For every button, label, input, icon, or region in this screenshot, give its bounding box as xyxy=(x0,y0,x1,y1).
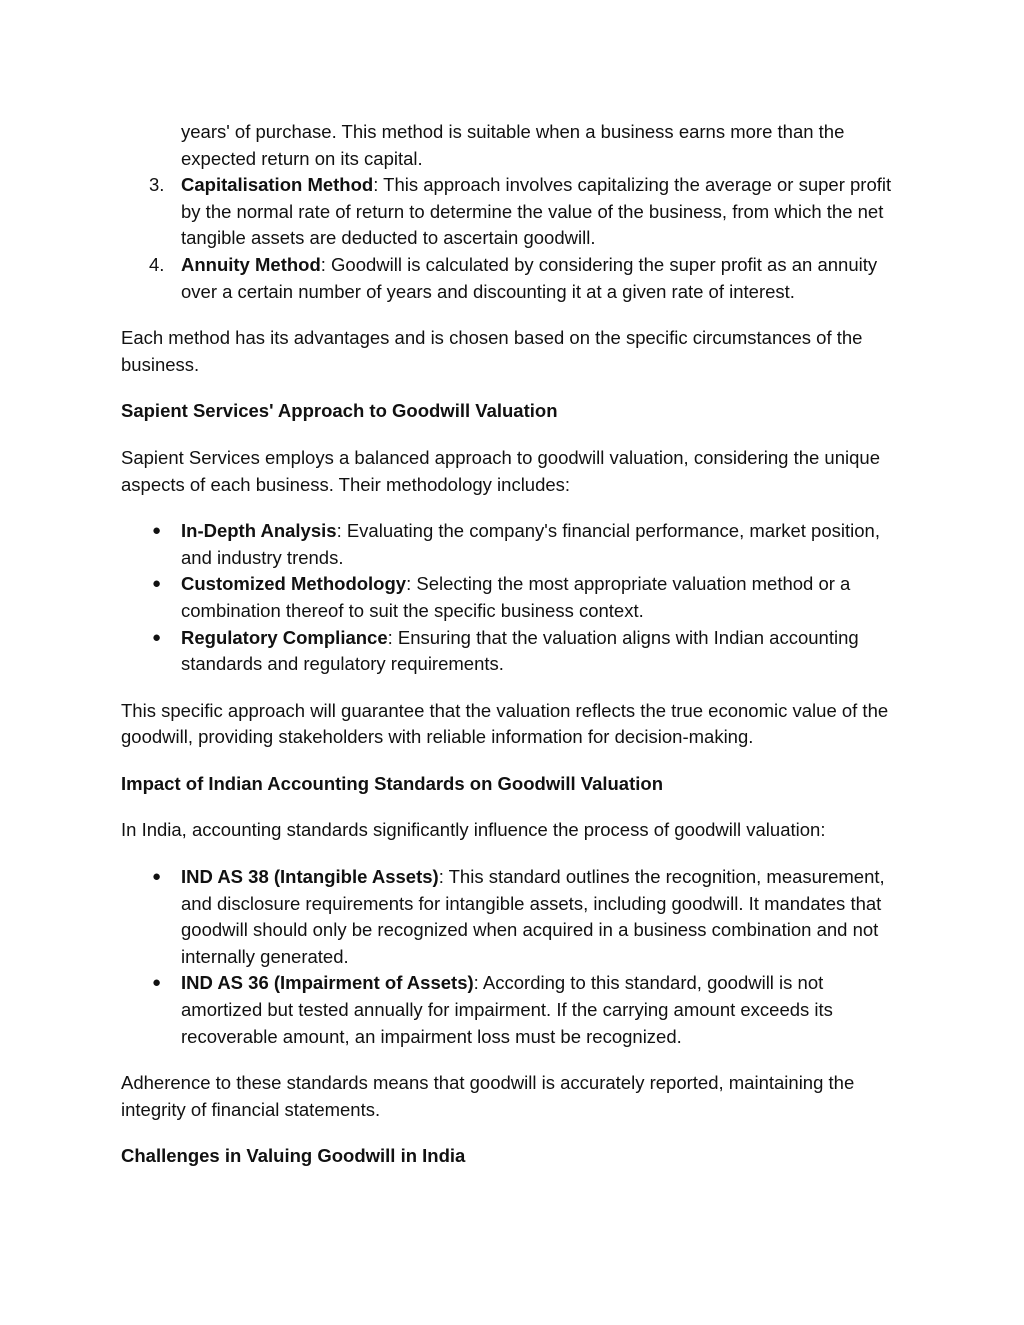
list-item-continuation: years' of purchase. This method is suitable when a business earns more than the expected return on its capital. xyxy=(181,121,845,169)
accounting-standards-list xyxy=(121,864,905,1050)
list-item-term: In-Depth Analysis xyxy=(181,520,337,542)
list-item xyxy=(121,172,905,252)
sapient-methodology-list xyxy=(121,518,905,678)
list-item-term: Annuity Method xyxy=(181,253,321,275)
list-number: 3. xyxy=(149,174,165,196)
paragraph-standards-intro: In India, accounting standards significantly influence the process of goodwill valuation: xyxy=(121,819,826,841)
list-item-text: : Selecting the most appropriate valuation method or a combination thereof to suit the specific business context. xyxy=(181,573,851,621)
list-item-term: Regulatory Compliance xyxy=(181,626,388,648)
list-item-term: IND AS 38 (Intangible Assets) xyxy=(181,866,439,888)
bullet-icon: ● xyxy=(152,628,162,646)
paragraph-methods-summary: Each method has its advantages and is chosen based on the specific circumstances of the business. xyxy=(121,327,863,375)
list-number: 4. xyxy=(149,253,165,275)
paragraph-standards-outro: Adherence to these standards means that goodwill is accurately reported, maintaining the integrity of financial statements. xyxy=(121,1072,855,1120)
valuation-methods-list xyxy=(121,172,905,305)
list-item-term: Capitalisation Method xyxy=(181,174,374,196)
paragraph-sapient-outro: This specific approach will guarantee that the valuation reflects the true economic value of the goodwill, providing stakeholders with reliable information for decision-making. xyxy=(121,699,889,748)
list-item-term: Customized Methodology xyxy=(181,573,407,595)
section-heading-accounting-standards: Impact of Indian Accounting Standards on Goodwill Valuation xyxy=(121,772,664,794)
bullet-icon: ● xyxy=(152,868,162,886)
bullet-icon: ● xyxy=(152,522,162,540)
list-item xyxy=(121,625,905,678)
list-item-text: : This approach involves capitalizing the average or super profit by the normal rate of return to determine the value of the business, from which the net tangible assets are deducted to ascertain goodwill. xyxy=(181,174,892,249)
list-item-term: IND AS 36 (Impairment of Assets) xyxy=(181,972,474,994)
list-item xyxy=(121,970,905,1050)
bullet-icon: ● xyxy=(152,974,162,992)
list-item xyxy=(121,518,905,571)
section-heading-sapient-approach: Sapient Services' Approach to Goodwill Valuation xyxy=(121,400,558,422)
list-item-text: : Goodwill is calculated by considering the super profit as an annuity over a certain number of years and discounting it at a given rate of interest. xyxy=(181,253,878,302)
bullet-icon: ● xyxy=(152,575,162,593)
list-item-text: : Evaluating the company's financial performance, market position, and industry trends. xyxy=(181,520,880,568)
list-item-text: : According to this standard, goodwill is not amortized but tested annually for impairment. If the carrying amount exceeds its recoverable amount, an impairment loss must be recognized. xyxy=(181,972,833,1047)
list-item xyxy=(121,252,905,305)
list-item-text: : This standard outlines the recognition, measurement, and disclosure requirements for intangible assets, including goodwill. It mandates that goodwill should only be recognized when acquired in a business combination and not internally generated. xyxy=(181,866,885,967)
section-heading-challenges: Challenges in Valuing Goodwill in India xyxy=(121,1145,466,1167)
list-item xyxy=(121,571,905,624)
list-item-text: : Ensuring that the valuation aligns with Indian accounting standards and regulatory requirements. xyxy=(181,626,859,675)
list-item xyxy=(121,864,905,970)
document-page xyxy=(121,119,905,1170)
paragraph-sapient-intro: Sapient Services employs a balanced approach to goodwill valuation, considering the unique aspects of each business. Their methodology includes: xyxy=(121,446,880,495)
